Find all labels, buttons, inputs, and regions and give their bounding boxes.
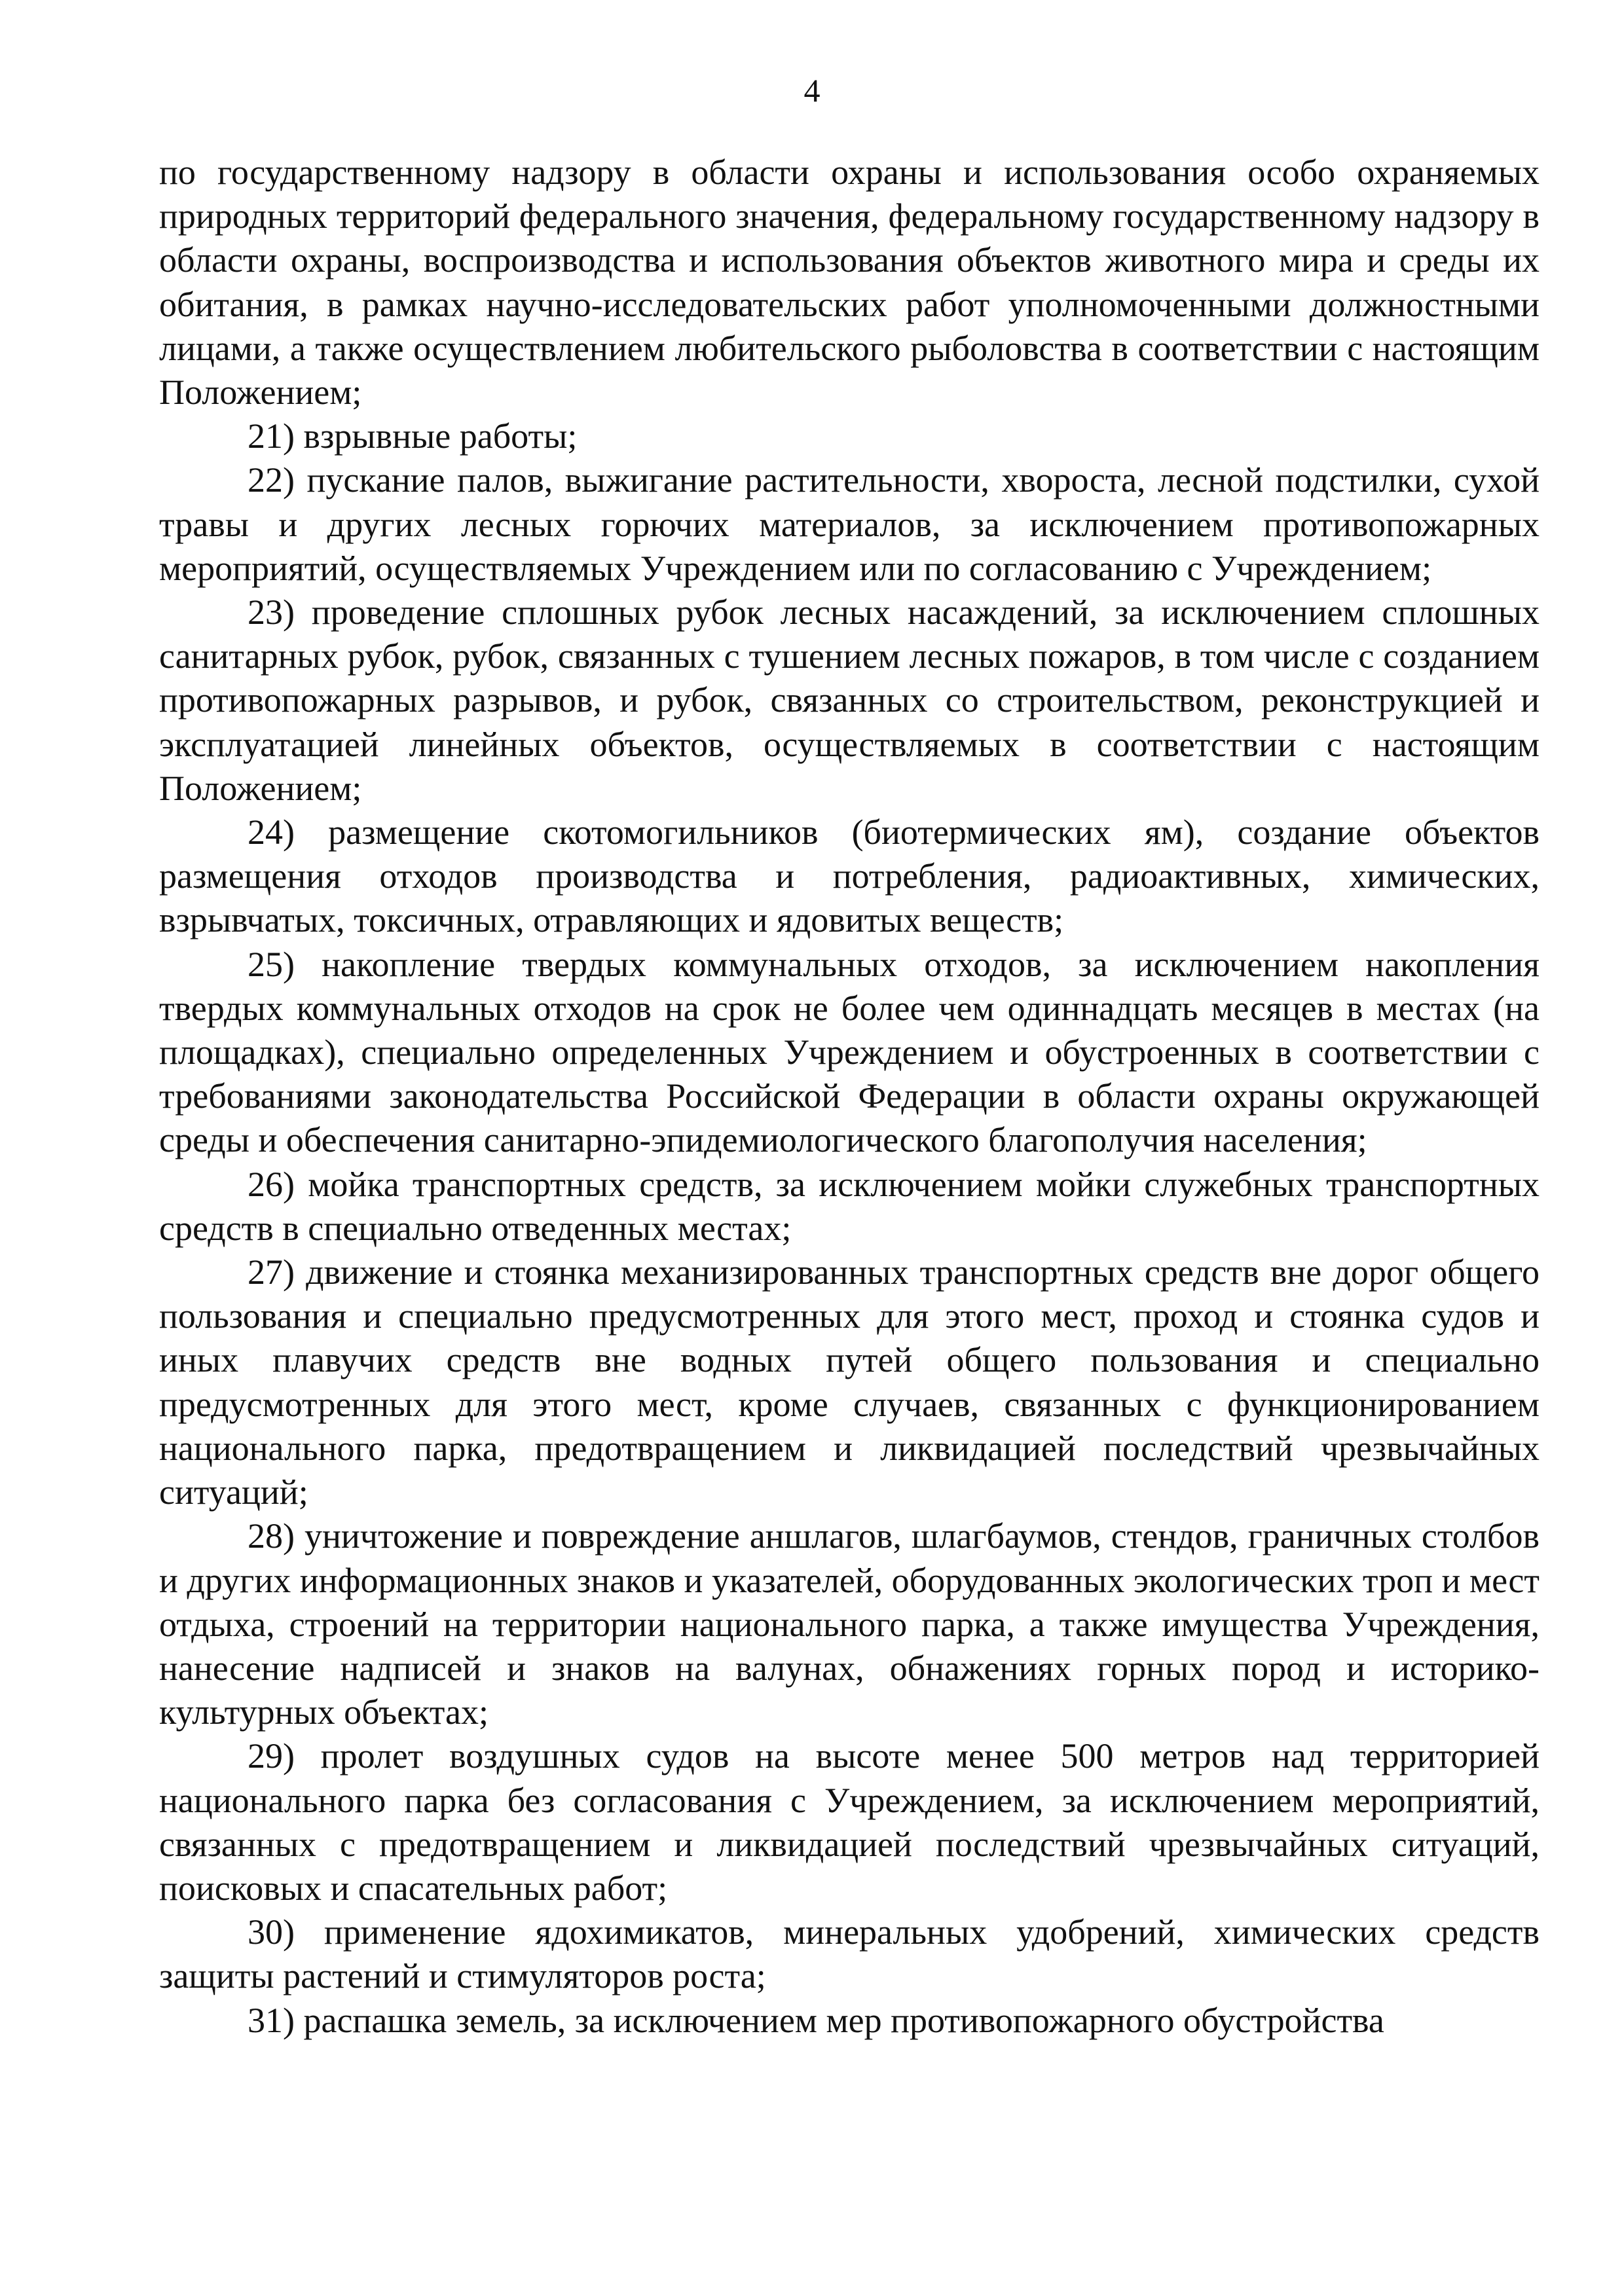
document-body	[159, 151, 1540, 2043]
list-item-27: 27) движение и стоянка механизированных транспортных средств вне дорог общего пользования и специально предусмотренных для этого мест, проход и стоянка судов и иных плавучих средств вне водных путей общего пользования и специально предусмотренных для этого мест, кроме случаев, связанных с функционированием национального парка, предотвращением и ликвидацией последствий чрезвычайных ситуаций;	[159, 1252, 1540, 1512]
list-item-26: 26) мойка транспортных средств, за исключением мойки служебных транспортных средств в специально отведенных местах;	[159, 1164, 1540, 1248]
list-item-31: 31) распашка земель, за исключением мер противопожарного обустройства	[248, 2000, 1384, 2040]
list-item-23: 23) проведение сплошных рубок лесных насаждений, за исключением сплошных санитарных рубок, рубок, связанных с тушением лесных пожаров, в том числе с созданием противопожарных разрывов, и рубок, связанных со строительством, реконструкцией и эксплуатацией линейных объектов, осуществляемых в соответствии с настоящим Положением;	[159, 592, 1540, 808]
page-number: 4	[803, 72, 821, 109]
list-item-22: 22) пускание палов, выжигание растительности, хвороста, лесной подстилки, сухой травы и других лесных горючих материалов, за исключением противопожарных мероприятий, осуществляемых Учреждением или по согласованию с Учреждением;	[159, 460, 1540, 588]
list-item-25: 25) накопление твердых коммунальных отходов, за исключением накопления твердых коммунальных отходов на срок не более чем одиннадцать месяцев в местах (на площадках), специально определенных Учреждением и обустроенных в соответствии с требованиями законодательства Российской Федерации в области охраны окружающей среды и обеспечения санитарно-эпидемиологического благополучия населения;	[159, 944, 1540, 1160]
list-item-28: 28) уничтожение и повреждение аншлагов, шлагбаумов, стендов, граничных столбов и других информационных знаков и указателей, оборудованных экологических троп и мест отдыха, строений на территории национального парка, а также имущества Учреждения, нанесение надписей и знаков на валунах, обнажениях горных пород и историко-культурных объектах;	[159, 1516, 1540, 1732]
list-item-30: 30) применение ядохимикатов, минеральных удобрений, химических средств защиты растений и стимуляторов роста;	[159, 1912, 1540, 1996]
paragraph-continuation: по государственному надзору в области охраны и использования особо охраняемых природных территорий федерального значения, федеральному государственному надзору в области охраны, воспроизводства и использования объектов животного мира и среды их обитания, в рамках научно-исследовательских работ уполномоченными должностными лицами, а также осуществлением любительского рыболовства в соответствии с настоящим Положением;	[159, 153, 1540, 412]
list-item-21: 21) взрывные работы;	[248, 416, 578, 456]
list-item-24: 24) размещение скотомогильников (биотермических ям), создание объектов размещения отходов производства и потребления, радиоактивных, химических, взрывчатых, токсичных, отравляющих и ядовитых веществ;	[159, 812, 1540, 940]
list-item-29: 29) пролет воздушных судов на высоте менее 500 метров над территорией национального парка без согласования с Учреждением, за исключением мероприятий, связанных с предотвращением и ликвидацией последствий чрезвычайных ситуаций, поисковых и спасательных работ;	[159, 1736, 1540, 1908]
